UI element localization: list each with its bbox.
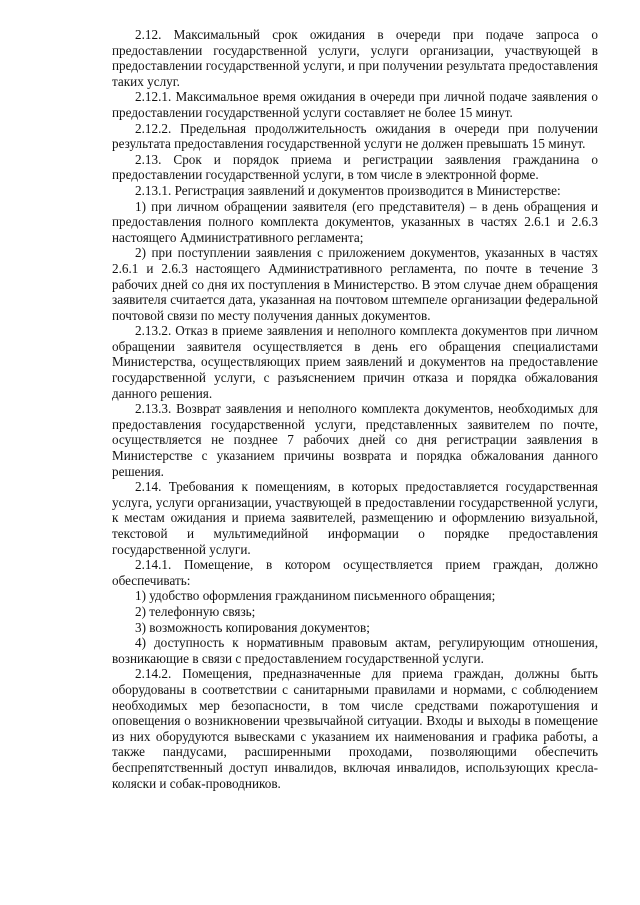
paragraph-2-13-3: 2.13.3. Возврат заявления и неполного комплекта документов, необходимых для предоставления государственной услуги, представленных заявителем по почте, осуществляется не позднее 7 рабочих дней со дня регистрации заявления в Министерстве с указанием причины возврата и порядка обжалования данного решения. [112,401,598,479]
list-item-2-14-1-4: 4) доступность к нормативным правовым актам, регулирующим отношения, возникающие в связи с предоставлением государственной услуги. [112,635,598,666]
list-item-2-14-1-2: 2) телефонную связь; [135,603,256,619]
document-page [112,27,598,791]
list-item-2-13-1-2: 2) при поступлении заявления с приложением документов, указанных в частях 2.6.1 и 2.6.3 настоящего Административного регламента, по почте в течение 3 рабочих дней со дня их поступления в Министерство. В этом случае днем обращения заявителя считается дата, указанная на почтовом штемпеле организации федеральной почтовой связи по месту получения данных документов. [112,245,598,323]
paragraph-2-12-1: 2.12.1. Максимальное время ожидания в очереди при личной подаче заявления о предоставлении государственной услуги составляет не более 15 минут. [112,89,598,120]
paragraph-2-12-2: 2.12.2. Предельная продолжительность ожидания в очереди при получении результата предоставления государственной услуги не должен превышать 15 минут. [112,120,598,152]
paragraph-2-14: 2.14. Требования к помещениям, в которых предоставляется государственная услуга, услуги организации, участвующей в предоставлении государственной услуги, к местам ожидания и приема заявителей, размещению и оформлению визуальной, текстовой и мультимедийной информации о порядке предоставления государственной услуги. [112,479,598,557]
list-item-2-14-1-1: 1) удобство оформления гражданином письменного обращения; [135,588,496,604]
list-item-2-14-1-3: 3) возможность копирования документов; [135,619,370,635]
paragraph-2-12: 2.12. Максимальный срок ожидания в очереди при подаче запроса о предоставлении государственной услуги, услуги организации, участвующей в предоставлении государственной услуги, и при получении результата предоставления таких услуг. [112,27,598,89]
paragraph-2-13-2: 2.13.2. Отказ в приеме заявления и неполного комплекта документов при личном обращении заявителя осуществляется в день его обращения специалистами Министерства, осуществляющих прием заявлений и документов на предоставление государственной услуги, с разъяснением причин отказа и порядка обжалования данного решения. [112,323,598,401]
paragraph-2-14-2: 2.14.2. Помещения, предназначенные для приема граждан, должны быть оборудованы в соответствии с санитарными правилами и нормами, с соблюдением необходимых мер безопасности, в том числе средствами пожаротушения и оповещения о возникновении чрезвычайной ситуации. Входы и выходы в помещение из них оборудуются вывесками с указанием их наименования и графика работы, а также пандусами, расширенными проходами, позволяющими обеспечить беспрепятственный доступ инвалидов, включая инвалидов, использующих кресла-коляски и собак-проводников. [112,666,598,791]
list-item-2-13-1-1: 1) при личном обращении заявителя (его представителя) – в день обращения и предоставления полного комплекта документов, указанных в частях 2.6.1 и 2.6.3 настоящего Административного регламента; [112,198,598,245]
paragraph-2-13: 2.13. Срок и порядок приема и регистрации заявления гражданина о предоставлении государственной услуги, в том числе в электронной форме. [112,151,598,183]
paragraph-2-13-1: 2.13.1. Регистрация заявлений и документов производится в Министерстве: [135,182,561,198]
paragraph-2-14-1: 2.14.1. Помещение, в котором осуществляется прием граждан, должно обеспечивать: [112,557,598,588]
